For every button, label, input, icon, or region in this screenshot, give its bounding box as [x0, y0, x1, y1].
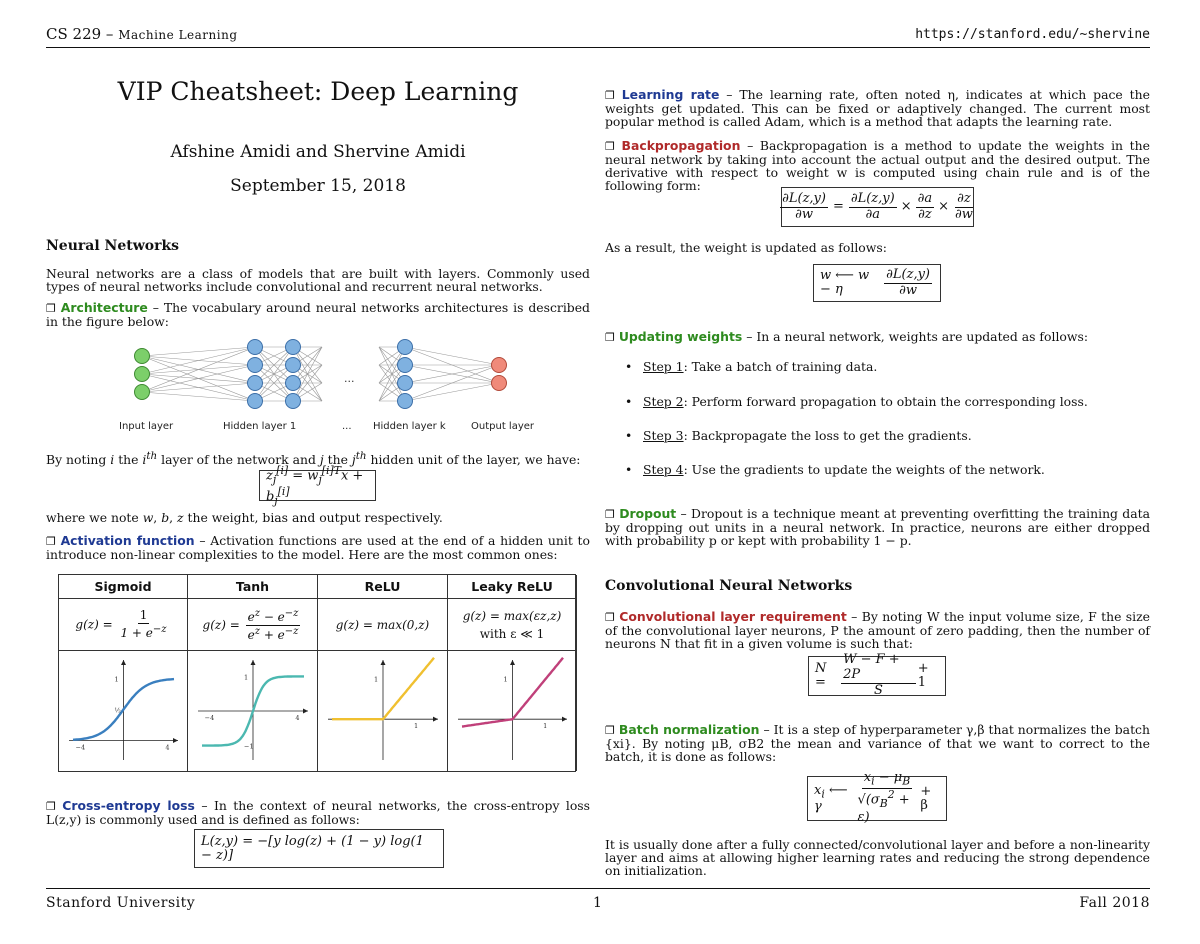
ellipsis-text: ...: [344, 372, 355, 385]
cross-entropy-title: Cross-entropy loss: [62, 798, 195, 813]
document-date: September 15, 2018: [230, 176, 406, 196]
neuron-node: [398, 358, 413, 373]
tick-label: 1: [114, 675, 119, 684]
activation-paragraph: [46, 534, 590, 561]
connection-line: [405, 347, 499, 365]
neuron-node: [398, 376, 413, 391]
activation-table: [58, 574, 576, 772]
list-item: • Step 2: Perform forward propagation to obtain the corresponding loss.: [625, 394, 1088, 409]
fig-label-hiddenk: Hidden layer k: [373, 421, 446, 432]
neuron-node: [135, 385, 150, 400]
cross-entropy-formula-box: L(z,y) = −[y log(z) + (1 − y) log(1 − z)]: [194, 829, 444, 868]
tick-label: 1: [414, 722, 419, 731]
backprop-text: – Backpropagation is a method to update the weights in the neural network by taking into account the actual output and the desired output. The derivative with respect to weight w is computed using chain rule and is of the following form:: [605, 138, 1150, 193]
plot-leaky-relu: [448, 652, 576, 770]
neuron-node: [286, 394, 301, 409]
tick-label: −4: [204, 714, 215, 722]
formula-relu: g(z) = max(0,z): [318, 600, 447, 651]
connection-line: [142, 347, 255, 392]
page-header: [46, 26, 1150, 48]
y-axis-arrow: [381, 660, 386, 665]
backprop-title: Backpropagation: [621, 138, 741, 153]
checkbox-icon: ❐: [46, 535, 56, 548]
dropout-paragraph: [605, 507, 1150, 547]
neuron-node: [286, 340, 301, 355]
section-heading-neural-networks: Neural Networks: [46, 238, 180, 254]
batch-norm-formula-box: $x_i$ ⟵ γ $\frac{x_i - \mu_B}{√(\sigma_B^2 + \varepsilon)}$ + β: [807, 776, 947, 821]
conv-layer-title: Convolutional layer requirement: [619, 609, 847, 624]
checkbox-icon: ❐: [46, 800, 56, 813]
plot-sigmoid: [59, 652, 187, 770]
document-title: VIP Cheatsheet: Deep Learning: [117, 77, 519, 106]
weight-update-formula-box: w ⟵ w − η $\frac{\partial L(z,y)}{\partial w}$: [813, 264, 941, 302]
footer-page-number: 1: [593, 895, 602, 911]
formula-tanh: g(z) = $\frac{e^z - e^{-z}}{e^z + e^{-z}}$: [188, 600, 317, 651]
conv-layer-text: – By noting W the input volume size, F the size of the convolutional layer neurons, P the amount of zero padding, then the number of neurons N that fit in a given volume is such that:: [605, 609, 1150, 651]
tick-label: 1: [244, 673, 249, 682]
checkbox-icon: ❐: [605, 724, 615, 737]
connection-line: [142, 347, 255, 356]
neuron-node: [286, 358, 301, 373]
x-axis-arrow: [433, 717, 438, 722]
header-relu: ReLU: [318, 575, 447, 599]
activation-col-tanh: [188, 575, 318, 771]
activation-text: – Activation functions are used at the end of a hidden unit to introduce non-linear complexities to the model. Here are the most common ones:: [46, 533, 590, 562]
plot-relu-svg: [318, 652, 448, 770]
list-item: • Step 4: Use the gradients to update the weights of the network.: [625, 462, 1045, 477]
plot-tanh-svg: [188, 652, 318, 770]
tick-label: −1: [244, 742, 254, 751]
neuron-node: [492, 358, 507, 373]
plot-relu: [318, 652, 447, 770]
architecture-text: – The vocabulary around neural networks architectures is described in the figure below:: [46, 300, 590, 329]
activation-title: Activation function: [60, 533, 195, 548]
section-heading-cnn: Convolutional Neural Networks: [605, 578, 853, 594]
neuron-node: [398, 394, 413, 409]
neuron-node: [248, 394, 263, 409]
backprop-paragraph: [605, 139, 1150, 192]
x-axis-arrow: [173, 738, 178, 743]
neuron-node: [492, 376, 507, 391]
neuron-node: [135, 367, 150, 382]
page-footer: [46, 888, 1150, 916]
connection-line: [405, 383, 499, 401]
connection-line: [142, 365, 255, 392]
neuron-node: [248, 340, 263, 355]
fig-label-dots: ...: [342, 421, 352, 432]
tick-label: 4: [165, 743, 170, 752]
plot-leaky-svg: [448, 652, 577, 770]
checkbox-icon: ❐: [605, 508, 615, 521]
cross-entropy-text: – In the context of neural networks, the cross-entropy loss L(z,y) is commonly used and is defined as follows:: [46, 798, 590, 827]
z-formula-box: $z_j[i] = w_j^{[i]T}x + b_j[i]$: [259, 470, 376, 501]
header-sigmoid: Sigmoid: [59, 575, 187, 599]
result-text: As a result, the weight is updated as follows:: [605, 240, 887, 255]
list-item: • Step 1: Take a batch of training data.: [625, 359, 878, 374]
activation-col-leaky-relu: [448, 575, 577, 771]
tick-label: 1: [374, 675, 379, 684]
checkbox-icon: ❐: [46, 302, 56, 315]
footer-university: Stanford University: [46, 895, 196, 911]
list-item: • Step 3: Backpropagate the loss to get the gradients.: [625, 428, 972, 443]
batch-norm-title: Batch normalization: [618, 722, 760, 737]
checkbox-icon: ❐: [605, 89, 615, 102]
architecture-title: Architecture: [60, 300, 148, 315]
tick-label: −4: [75, 743, 86, 752]
where-text: where we note w, b, z the weight, bias and output respectively.: [46, 510, 443, 525]
checkbox-icon: ❐: [605, 331, 615, 344]
updating-weights-paragraph: [605, 330, 1150, 344]
x-axis-arrow: [303, 709, 308, 714]
y-axis-arrow: [121, 660, 126, 665]
footer-term: Fall 2018: [1079, 895, 1150, 911]
checkbox-icon: ❐: [605, 140, 615, 153]
plot-sigmoid-svg: [59, 652, 188, 770]
plot-tanh: [188, 652, 317, 770]
backprop-formula-box: $\frac{\partial L(z,y)}{\partial w}$ = $\frac{\partial L(z,y)}{\partial a}$ × $\frac{\partial a}{\partial z}$ × $\frac{\partial z}{\partial w}$: [781, 187, 974, 227]
connection-line: [142, 383, 255, 392]
learning-rate-text: – The learning rate, often noted η, indicates at which pace the weights get updated. This can be fixed or adaptively changed. The current most popular method is called Adam, which is a method that adapts the learning rate.: [605, 87, 1150, 129]
activation-col-relu: [318, 575, 448, 771]
updating-weights-title: Updating weights: [618, 329, 743, 344]
learning-rate-paragraph: [605, 88, 1150, 128]
conv-layer-paragraph: [605, 610, 1150, 650]
tick-label: 1: [503, 675, 508, 684]
y-axis-arrow: [510, 660, 515, 665]
activation-col-sigmoid: [59, 575, 188, 771]
document-authors: Afshine Amidi and Shervine Amidi: [170, 142, 466, 162]
conv-formula-box: N = $\frac{W - F + 2P}{S}$ + 1: [808, 656, 946, 696]
final-paragraph: It is usually done after a fully connected/convolutional layer and before a non-linearity layer and aims at allowing higher learning rates and reducing the strong dependence on initialization.: [605, 837, 1150, 879]
header-url[interactable]: https://stanford.edu/~shervine: [915, 27, 1150, 42]
checkbox-icon: ❐: [605, 611, 615, 624]
formula-leaky-relu: g(z) = max(εz,z) with ε ≪ 1: [448, 600, 576, 651]
fig-label-hidden1: Hidden layer 1: [223, 421, 297, 432]
updating-weights-text: – In a neural network, weights are updated as follows:: [746, 329, 1089, 344]
dropout-text: – Dropout is a technique meant at preventing overfitting the training data by dropping out units in a neural network. In practice, neurons are either dropped with probability p or kept with probability 1 − p.: [605, 506, 1150, 548]
x-axis-arrow: [562, 717, 567, 722]
course-title: CS 229 – Machine Learning: [46, 25, 238, 43]
noting-paragraph: By noting i the $i^{th}$ layer of the network and j the $j^{th}$ hidden unit of the layer, we have:: [46, 450, 581, 468]
connection-line: [142, 347, 255, 374]
y-axis-arrow: [251, 660, 256, 665]
header-leaky-relu: Leaky ReLU: [448, 575, 576, 599]
nn-intro-text: Neural networks are a class of models that are built with layers. Commonly used types of neural networks include convolutional and recurrent neural networks.: [46, 266, 590, 295]
formula-sigmoid: g(z) = $\frac{1}{1 + e^{-z}}$: [59, 600, 187, 651]
neuron-node: [135, 349, 150, 364]
tick-label: 1: [543, 722, 548, 731]
dropout-title: Dropout: [619, 506, 677, 521]
learning-rate-title: Learning rate: [621, 87, 720, 102]
neural-network-figure: [46, 336, 590, 441]
neuron-node: [398, 340, 413, 355]
neuron-node: [248, 358, 263, 373]
batch-norm-text: – It is a step of hyperparameter γ,β that normalizes the batch {xi}. By noting μB, σB2 the mean and variance of that we want to correct to the batch, it is done as follows:: [605, 722, 1150, 764]
header-tanh: Tanh: [188, 575, 317, 599]
architecture-paragraph: [46, 301, 590, 328]
neuron-node: [286, 376, 301, 391]
tick-label: ½: [114, 706, 121, 715]
fig-label-output: Output layer: [471, 421, 535, 432]
fig-label-input: Input layer: [119, 421, 174, 432]
connection-line: [142, 392, 255, 401]
batch-norm-paragraph: [605, 723, 1150, 763]
cross-entropy-paragraph: [46, 799, 590, 826]
tick-label: 4: [295, 714, 300, 722]
neuron-node: [248, 376, 263, 391]
